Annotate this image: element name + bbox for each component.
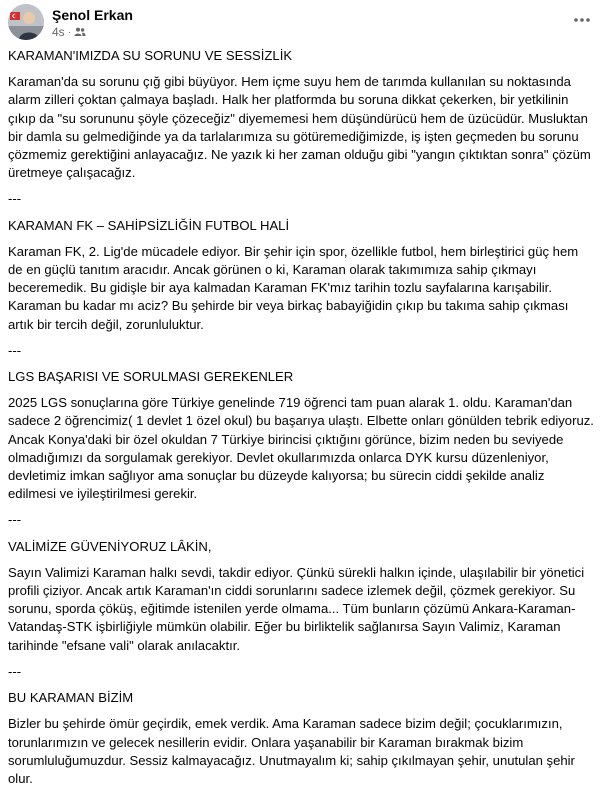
section-title: VALİMİZE GÜVENİYORUZ LÂKİN, bbox=[8, 538, 212, 554]
section-title: KARAMAN FK – SAHİPSİZLİĞİN FUTBOL HALİ bbox=[8, 217, 290, 233]
post-text bbox=[8, 47, 594, 788]
section-separator: --- bbox=[8, 512, 22, 528]
section-body: Bizler bu şehirde ömür geçirdik, emek verdik. Ama Karaman sadece bizim değil; çocuklarımızın, torunlarımızın ve gelecek nesillerin evidir. Onlara yaşanabilir bir Karaman bırakmak bizim sorumluluğumuzdur. Sessiz kalmayacağız. Unutmayalım ki; sahip çıkılmayan şehir, unutulan şehir olur. bbox=[8, 716, 575, 786]
more-options-button[interactable] bbox=[570, 8, 594, 32]
author-name[interactable]: Şenol Erkan bbox=[52, 7, 133, 23]
avatar-image bbox=[8, 4, 44, 40]
section-title: KARAMAN'IMIZDA SU SORUNU VE SESSİZLİK bbox=[8, 48, 293, 63]
section-separator: --- bbox=[8, 342, 22, 358]
section-body: Sayın Valimizi Karaman halkı sevdi, takdir ediyor. Çünkü sürekli halkın içinde, ulaşılabilir bir yönetici profili çiziyor. Ancak artık Karaman'ın ciddi sorunlarını sadece izlemek değil, çözmek gerekiyor. Su sorunu, sporda çöküş, eğitimde istenilen yerde olmama... Tüm bunların çözümü Ankara-Karaman-Vatandaş-STK işbirliğiyle mümkün olabilir. Eğer bu birliktelik sağlanırsa Sayın Valimiz, Karaman tarihinde "efsane vali" olarak anılacaktır. bbox=[8, 564, 585, 653]
section-separator: --- bbox=[8, 191, 22, 207]
section-title: LGS BAŞARISI VE SORULMASI GEREKENLER bbox=[8, 369, 294, 385]
section-body: 2025 LGS sonuçlarına göre Türkiye genelinde 719 öğrenci tam puan alarak 1. oldu. Karaman'dan sadece 2 öğrencimiz( 1 devlet 1 özel okul) bu başarıya ulaştı. Elbette onları gönülden tebrik ediyoruz. Ancak Konya'daki bir özel okuldan 7 Türkiye birincisi çıktığını görünce, bizim neden bu seviyede olmadığımızı da sorgulamak gerekiyor. Devlet okullarımızda onlarca DYK kursu düzenleniyor, devletimiz imkan sağlıyor ama sonuçlar bu düzeyde kalıyorsa; bu sürecin ciddi şekilde analiz edilmesi ve iyileştirilmesi gerekir. bbox=[8, 395, 594, 502]
author-avatar[interactable] bbox=[8, 4, 44, 40]
post-header bbox=[0, 0, 604, 44]
section-body: Karaman'da su sorunu çığ gibi büyüyor. Hem içme suyu hem de tarımda kullanılan su noktasında alarm zilleri çoktan çalmaya başladı. Halk her platformda bu soruna dikkat çekerken, bir yetkilinin çıkıp da "su sorununu şöyle çözeceğiz" diyememesi hem düşündürücü hem de üzücüdür. Musluktan bir damla su gelmediğinde ya da tarlalarımıza su götüremediğimizde, iş işten geçmeden bu sorunu çözmemiz gerektiğini anlayacağız. Ne yazık ki her zaman olduğu gibi "yangın çıktıktan sonra" çözüm üretmeye çalışacağız. bbox=[8, 74, 591, 181]
more-options-icon bbox=[573, 17, 591, 23]
post-time[interactable]: 4s bbox=[52, 25, 65, 39]
section-title: BU KARAMAN BİZİM bbox=[8, 690, 134, 706]
meta-separator: · bbox=[67, 26, 72, 38]
section-body: Karaman FK, 2. Lig'de mücadele ediyor. Bir şehir için spor, özellikle futbol, hem birleştirici güç hem de en güçlü tanıtım aracıdır. Ancak görünen o ki, Karaman olarak takımımıza sahip çıkmayı beceremedik. Bu gidişle bir aya kalmadan Karaman FK'mız tarihin tozlu sayfalarına karışabilir. Karaman bu kadar mı aciz? Bu şehirde bir veya birkaç babayiğidin çıkıp bu takıma sahip çıkması artık bir tercih değil, zorunluluktur. bbox=[8, 243, 579, 332]
friends-icon[interactable] bbox=[74, 27, 86, 37]
section-separator: --- bbox=[8, 663, 22, 679]
post-meta bbox=[52, 25, 86, 39]
